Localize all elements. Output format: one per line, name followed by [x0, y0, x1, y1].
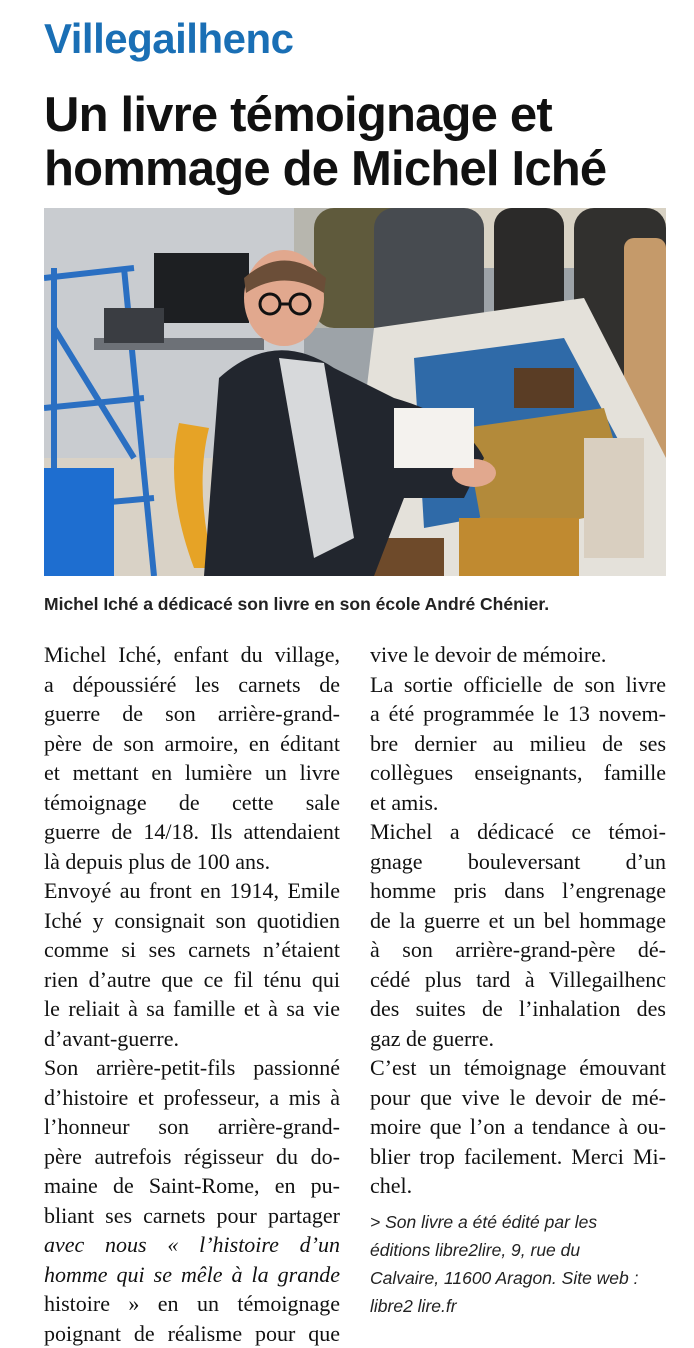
- body-line: d’avant-guerre.: [44, 1024, 340, 1054]
- body-line: Michel a dédicacé ce témoi-: [370, 817, 666, 847]
- body-line: La sortie officielle de son livre: [370, 670, 666, 700]
- body-line: le reliait à sa famille et à sa vie: [44, 994, 340, 1024]
- body-line: maine de Saint-Rome, en pu-: [44, 1171, 340, 1201]
- body-line-quote: avec nous « l’histoire d’un: [44, 1230, 340, 1260]
- body-line: bliant ses carnets pour partager: [44, 1201, 340, 1231]
- body-line: histoire » en un témoignage: [44, 1289, 340, 1319]
- body-line: vive le devoir de mémoire.: [370, 640, 666, 670]
- body-line: de la guerre et un bel hommage: [370, 906, 666, 936]
- body-line: a été programmée le 13 novem-: [370, 699, 666, 729]
- body-line-quote: homme qui se mêle à la grande: [44, 1260, 340, 1290]
- body-line: guerre de 14/18. Ils attendaient: [44, 817, 340, 847]
- headline-line: hommage de Michel Iché: [44, 142, 674, 196]
- body-line: Envoyé au front en 1914, Emile: [44, 876, 340, 906]
- body-line: Iché y consignait son quotidien: [44, 906, 340, 936]
- credit-line: libre2 lire.fr: [370, 1292, 670, 1320]
- body-line: collègues enseignants, famille: [370, 758, 666, 788]
- body-line: et mettant en lumière un livre: [44, 758, 340, 788]
- headline-line: Un livre témoignage et: [44, 88, 674, 142]
- body-line: témoignage de cette sale: [44, 788, 340, 818]
- body-line: poignant de réalisme pour que: [44, 1319, 340, 1348]
- body-line: père de son armoire, en éditant: [44, 729, 340, 759]
- article-headline: [44, 88, 674, 196]
- article-body-right-column: [370, 640, 666, 1201]
- body-line: rien d’autre que ce fil ténu qui: [44, 965, 340, 995]
- body-line: moire que l’on a tendance à ou-: [370, 1112, 666, 1142]
- body-line: père autrefois régisseur du do-: [44, 1142, 340, 1172]
- credit-line: Calvaire, 11600 Aragon. Site web :: [370, 1264, 670, 1292]
- body-line: là depuis plus de 100 ans.: [44, 847, 340, 877]
- body-line: comme si ses carnets n’étaient: [44, 935, 340, 965]
- body-line: homme pris dans l’engrenage: [370, 876, 666, 906]
- body-line: Michel Iché, enfant du village,: [44, 640, 340, 670]
- body-line: l’honneur son arrière-grand-: [44, 1112, 340, 1142]
- body-line: chel.: [370, 1171, 666, 1201]
- body-line: gaz de guerre.: [370, 1024, 666, 1054]
- body-line: pour que vive le devoir de mé-: [370, 1083, 666, 1113]
- body-line: guerre de son arrière-grand-: [44, 699, 340, 729]
- credit-line: > Son livre a été édité par les: [370, 1208, 670, 1236]
- body-line: blier trop facilement. Merci Mi-: [370, 1142, 666, 1172]
- body-line: cédé plus tard à Villegailhenc: [370, 965, 666, 995]
- credit-line: éditions libre2lire, 9, rue du: [370, 1236, 670, 1264]
- body-line: a dépoussiéré les carnets de: [44, 670, 340, 700]
- photo-illustration: [44, 208, 666, 576]
- body-line: à son arrière-grand-père dé-: [370, 935, 666, 965]
- publisher-credit: [370, 1208, 670, 1320]
- body-line: Son arrière-petit-fils passionné: [44, 1053, 340, 1083]
- photo-caption: Michel Iché a dédicacé son livre en son école André Chénier.: [44, 594, 674, 615]
- article-body-left-column: [44, 640, 340, 1348]
- body-line: d’histoire et professeur, a mis à: [44, 1083, 340, 1113]
- body-line: des suites de l’inhalation des: [370, 994, 666, 1024]
- article-photo: [44, 208, 666, 576]
- body-line: bre dernier au milieu de ses: [370, 729, 666, 759]
- body-line: gnage bouleversant d’un: [370, 847, 666, 877]
- section-kicker: Villegailhenc: [44, 18, 294, 60]
- body-line: et amis.: [370, 788, 666, 818]
- body-line: C’est un témoignage émouvant: [370, 1053, 666, 1083]
